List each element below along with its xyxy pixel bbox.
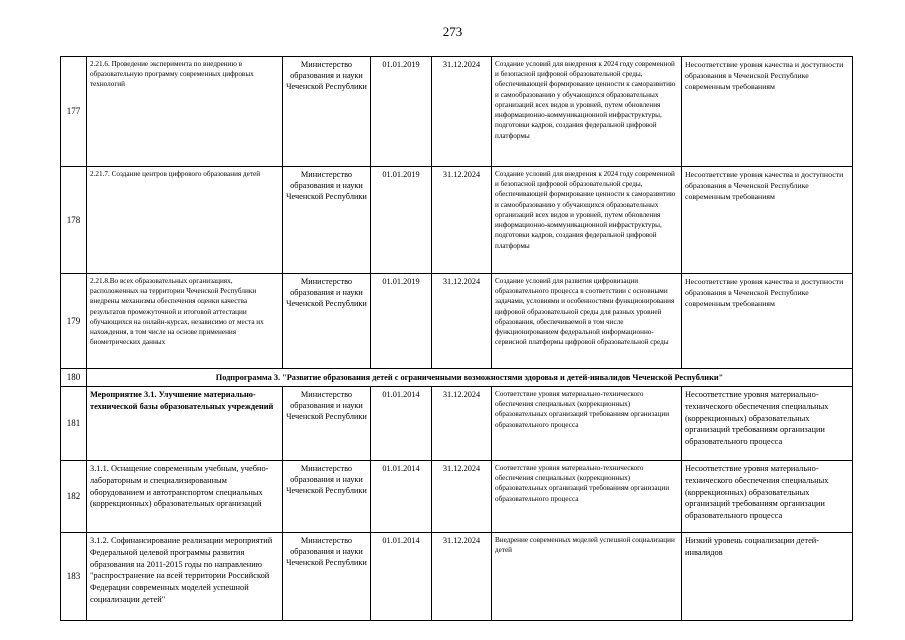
activities-table	[60, 56, 853, 621]
end-date: 31.12.2024	[432, 274, 492, 369]
problems: Низкий уровень социализации детей-инвалидов	[682, 533, 853, 621]
expected-result: Внедрение современных моделей успешной социализации детей	[492, 533, 682, 621]
subprogram-row	[61, 369, 853, 387]
row-number: 182	[61, 461, 87, 533]
activity-name: 3.1.2. Софинансирование реализации мероприятий Федеральной целевой программы развития образования на 2011-2015 годы по направлению "распространение на всей территории Российской Федерации современных моделей успешной социализации детей"	[87, 533, 283, 621]
expected-result: Создание условий для внедрения к 2024 году современной и безопасной цифровой образовательной среды, обеспечивающей формирование ценности к саморазвитию и самообразованию у обучающихся образовательных организаций всех видов и уровней, путем обновления информационно-коммуникационной инфраструктуры, подготовки кадров, создания федеральной цифровой платформы	[492, 57, 682, 167]
executor: Министерство образования и науки Чеченской Республики	[283, 167, 371, 274]
start-date: 01.01.2019	[371, 167, 432, 274]
start-date: 01.01.2019	[371, 57, 432, 167]
executor: Министерство образования и науки Чеченской Республики	[283, 387, 371, 461]
activity-name: 2.21.8.Во всех образовательных организациях, расположенных на территории Чеченской Республики внедрены механизмы обеспечения оценки качества результатов промежуточной и итоговой аттестации обучающихся на онлайн-курсах, независимо от места их нахождения, в том числе на основе применения биометрических данных	[87, 274, 283, 369]
problems: Несоответствие уровня материально-технического обеспечения специальных (коррекционных) образовательных организаций требованиям организации образовательного процесса	[682, 461, 853, 533]
problems: Несоответствие уровня качества и доступности образования в Чеченской Республике современным требованиям	[682, 274, 853, 369]
problems: Несоответствие уровня качества и доступности образования в Чеченской Республике современным требованиям	[682, 167, 853, 274]
end-date: 31.12.2024	[432, 461, 492, 533]
expected-result: Соответствие уровня материально-технического обеспечения специальных (коррекционных) образовательных организаций требованиям организации образовательного процесса	[492, 461, 682, 533]
table-row	[61, 57, 853, 167]
end-date: 31.12.2024	[432, 57, 492, 167]
page-number: 273	[442, 24, 463, 39]
problems: Несоответствие уровня материально-технического обеспечения специальных (коррекционных) образовательных организаций требованиям организации образовательного процесса	[682, 387, 853, 461]
subprogram-title: Подпрограмма 3. "Развитие образования детей с ограниченными возможностями здоровья и детей-инвалидов Чеченской Республики"	[87, 369, 853, 387]
executor: Министерство образования и науки Чеченской Республики	[283, 533, 371, 621]
table-row	[61, 533, 853, 621]
executor: Министерство образования и науки Чеченской Республики	[283, 461, 371, 533]
row-number: 181	[61, 387, 87, 461]
row-number: 178	[61, 167, 87, 274]
row-number: 179	[61, 274, 87, 369]
activity-name: 2.21.6. Проведение эксперимента по внедрению в образовательную программу современных цифровых технологий	[87, 57, 283, 167]
table-row	[61, 387, 853, 461]
executor: Министерство образования и науки Чеченской Республики	[283, 57, 371, 167]
executor: Министерство образования и науки Чеченской Республики	[283, 274, 371, 369]
row-number: 180	[61, 369, 87, 387]
activity-name: 2.21.7. Создание центров цифрового образования детей	[87, 167, 283, 274]
start-date: 01.01.2014	[371, 533, 432, 621]
row-number: 177	[61, 57, 87, 167]
table-row	[61, 461, 853, 533]
end-date: 31.12.2024	[432, 387, 492, 461]
table-row	[61, 274, 853, 369]
expected-result: Соответствие уровня материально-технического обеспечения специальных (коррекционных) образовательных организаций требованиям организации образовательного процесса	[492, 387, 682, 461]
start-date: 01.01.2014	[371, 387, 432, 461]
expected-result: Создание условий для внедрения к 2024 году современной и безопасной цифровой образовательной среды, обеспечивающей формирование ценности к саморазвитию и самообразованию у обучающихся образовательных организаций всех видов и уровней, путем обновления информационно-коммуникационной инфраструктуры, подготовки кадров, создания федеральной цифровой платформы	[492, 167, 682, 274]
end-date: 31.12.2024	[432, 533, 492, 621]
table-row	[61, 167, 853, 274]
start-date: 01.01.2014	[371, 461, 432, 533]
activity-name: Мероприятие 3.1. Улучшение материально-технической базы образовательных учреждений	[87, 387, 283, 461]
expected-result: Создание условий для развития цифровизации образовательного процесса в соответствии с основными задачами, условиями и особенностями функционирования цифровой образовательной среды для разных уровней образования, обеспечиваемой в том числе функционированием федеральной информационно-сервисной платформы цифровой образовательной среды	[492, 274, 682, 369]
end-date: 31.12.2024	[432, 167, 492, 274]
start-date: 01.01.2019	[371, 274, 432, 369]
activity-name: 3.1.1. Оснащение современным учебным, учебно-лабораторным и специализированным оборудованием и автотранспортом специальных (коррекционных) образовательных организаций	[87, 461, 283, 533]
problems: Несоответствие уровня качества и доступности образования в Чеченской Республике современным требованиям	[682, 57, 853, 167]
row-number: 183	[61, 533, 87, 621]
